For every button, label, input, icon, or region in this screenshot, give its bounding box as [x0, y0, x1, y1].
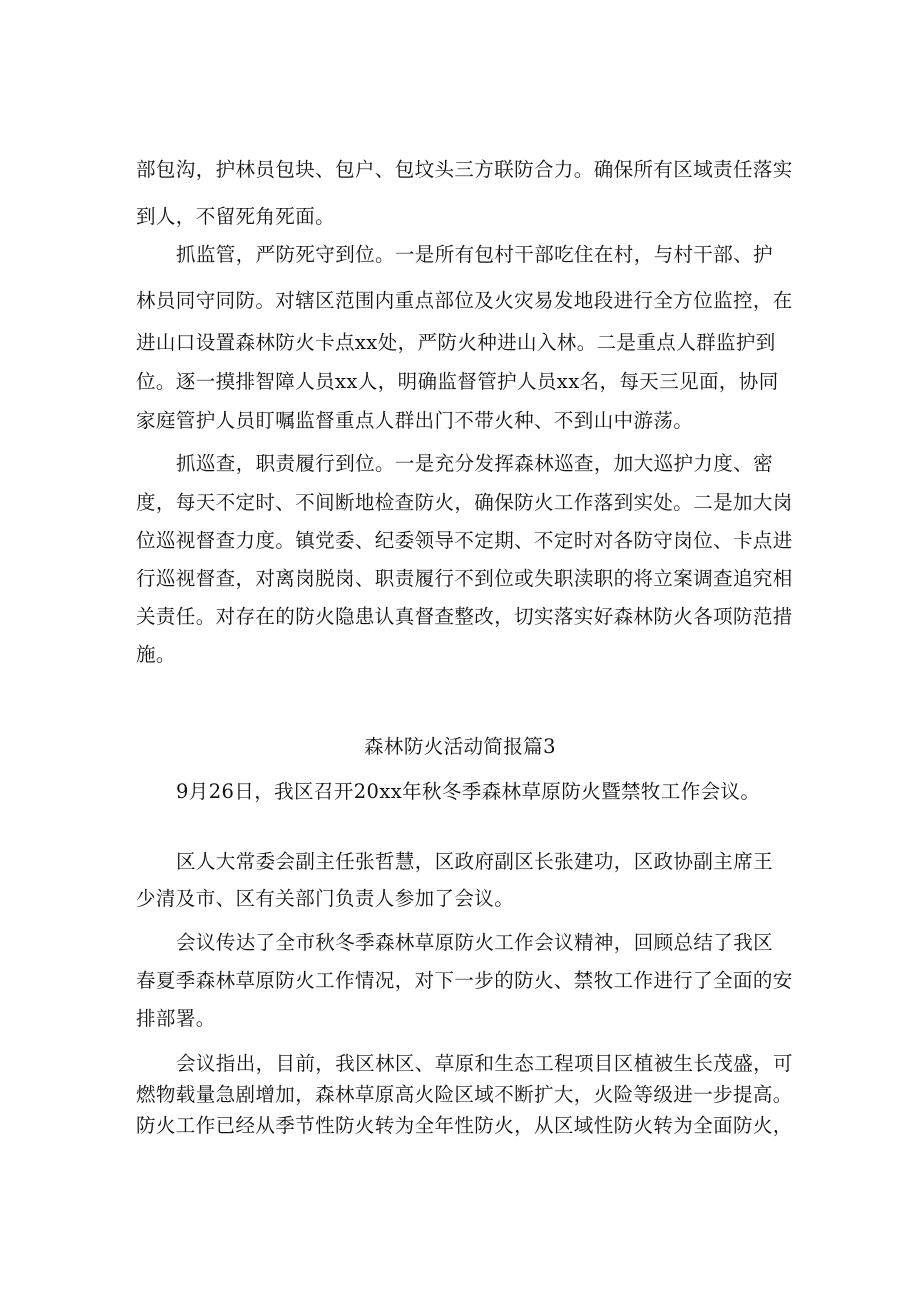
- text-line-1: 部包沟，护林员包块、包户、包坟头三方联防合力。确保所有区域责任落实: [136, 158, 793, 181]
- text-line-2: 到人，不留死角死面。: [136, 205, 336, 228]
- paragraph-supervision-line-3: 进山口设置森林防火卡点xx处，严防火种进山入林。二是重点人群监护到: [136, 331, 776, 354]
- paragraph-patrol-line-3: 位巡视督查力度。镇党委、纪委领导不定期、不定时对各防守岗位、卡点进: [136, 529, 793, 552]
- paragraph-meeting-line-2: 春夏季森林草原防火工作情况，对下一步的防火、禁牧工作进行了全面的安: [136, 969, 793, 992]
- paragraph-supervision-line-1: 抓监管，严防死守到位。一是所有包村干部吃住在村，与村干部、护: [176, 243, 774, 266]
- paragraph-supervision-line-2: 林员同守同防。对辖区范围内重点部位及火灾易发地段进行全方位监控，在: [136, 289, 793, 312]
- paragraph-points-line-1: 会议指出，目前，我区林区、草原和生态工程项目区植被生长茂盛，可: [176, 1052, 793, 1075]
- paragraph-meeting-line-1: 会议传达了全市秋冬季森林草原防火工作会议精神，回顾总结了我区: [176, 931, 774, 954]
- paragraph-supervision-line-5: 家庭管护人员盯嘱监督重点人群出门不带火种、不到山中游荡。: [136, 409, 694, 432]
- meeting-intro-line: 9月26日，我区召开20xx年秋冬季森林草原防火暨禁牧工作会议。: [176, 780, 761, 803]
- paragraph-attendees-line-2: 少清及市、区有关部门负责人参加了会议。: [136, 887, 515, 910]
- paragraph-patrol-line-2: 度，每天不定时、不间断地检查防火，确保防火工作落到实处。二是加大岗: [136, 491, 793, 514]
- paragraph-points-line-2: 燃物载量急剧增加，森林草原高火险区域不断扩大，火险等级进一步提高。: [136, 1083, 793, 1106]
- paragraph-attendees-line-1: 区人大常委会副主任张哲慧，区政府副区长张建功，区政协副主席王: [176, 850, 774, 873]
- paragraph-supervision-line-4: 位。逐一摸排智障人员xx人，明确监督管护人员xx名，每天三见面，协同: [136, 370, 779, 393]
- paragraph-points-line-3: 防火工作已经从季节性防火转为全年性防火，从区域性防火转为全面防火，: [136, 1114, 793, 1137]
- section-title: 森林防火活动简报篇3: [364, 735, 556, 758]
- paragraph-patrol-line-1: 抓巡查，职责履行到位。一是充分发挥森林巡查，加大巡护力度、密: [176, 452, 774, 475]
- paragraph-patrol-line-4: 行巡视督查，对离岗脱岗、职责履行不到位或失职渎职的将立案调查追究相: [136, 567, 793, 590]
- paragraph-patrol-line-6: 施。: [136, 643, 176, 666]
- paragraph-patrol-line-5: 关责任。对存在的防火隐患认真督查整改，切实落实好森林防火各项防范措: [136, 605, 793, 628]
- paragraph-meeting-line-3: 排部署。: [136, 1007, 216, 1030]
